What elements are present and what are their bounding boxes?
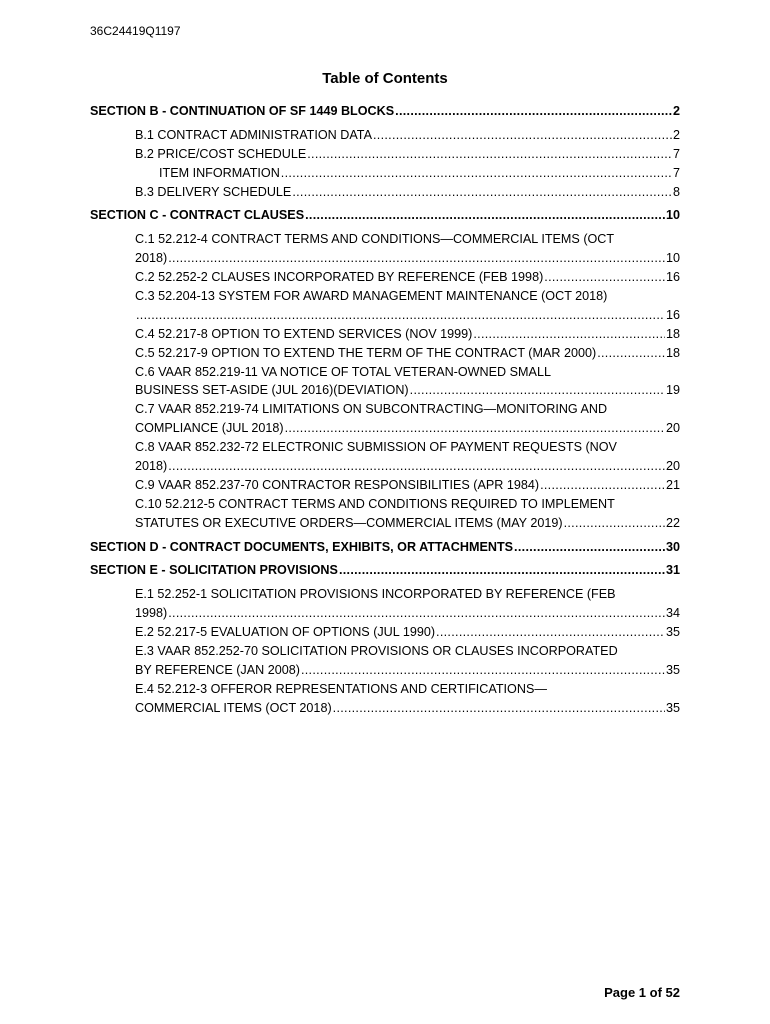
toc-entry-label: 1998): [135, 606, 168, 621]
toc-entry[interactable]: [90, 183, 680, 202]
dot-leader: [395, 102, 672, 121]
toc-entry[interactable]: [90, 514, 680, 533]
dot-leader: [410, 381, 665, 400]
dot-leader: [373, 126, 672, 145]
toc-entry[interactable]: [90, 230, 680, 249]
table-of-contents: [90, 102, 680, 723]
toc-entry[interactable]: [90, 381, 680, 400]
dot-leader: [136, 306, 665, 325]
toc-page-number: 16: [665, 307, 680, 322]
toc-entry[interactable]: [90, 268, 680, 287]
toc-entry-label: STATUTES OR EXECUTIVE ORDERS—COMMERCIAL ITEMS (MAY 2019): [135, 515, 563, 530]
toc-page-number: 21: [665, 477, 680, 492]
toc-page-number: 35: [665, 700, 680, 715]
toc-page-number: 19: [665, 383, 680, 398]
toc-entry[interactable]: [90, 344, 680, 363]
toc-section-entry[interactable]: [90, 561, 680, 580]
toc-entry[interactable]: [90, 164, 680, 183]
toc-entry[interactable]: [90, 249, 680, 268]
toc-entry[interactable]: [90, 476, 680, 495]
toc-page-number: 31: [665, 563, 680, 578]
toc-section-label: SECTION D - CONTRACT DOCUMENTS, EXHIBITS, OR ATTACHMENTS: [90, 539, 514, 554]
toc-page-number: 20: [665, 421, 680, 436]
toc-entry-label: B.2 PRICE/COST SCHEDULE: [135, 146, 307, 161]
toc-page-number: 16: [665, 270, 680, 285]
toc-page-number: 18: [665, 326, 680, 341]
toc-page-number: 7: [672, 146, 680, 161]
toc-page-number: 2: [672, 104, 680, 118]
dot-leader: [333, 699, 665, 718]
toc-section-label: SECTION B - CONTINUATION OF SF 1449 BLOCKS: [90, 104, 395, 118]
dot-leader: [301, 661, 665, 680]
toc-entry[interactable]: [90, 495, 680, 514]
document-id: 36C24419Q1197: [90, 24, 181, 38]
dot-leader: [305, 206, 665, 225]
toc-entry-label: C.6 VAAR 852.219-11 VA NOTICE OF TOTAL VETERAN-OWNED SMALL: [135, 364, 551, 379]
dot-leader: [473, 325, 665, 344]
toc-section-entry[interactable]: [90, 102, 680, 121]
dot-leader: [168, 457, 665, 476]
toc-page-number: 8: [672, 184, 680, 199]
toc-entry-label: C.10 52.212-5 CONTRACT TERMS AND CONDITIONS REQUIRED TO IMPLEMENT: [135, 496, 615, 511]
toc-entry-label: BUSINESS SET-ASIDE (JUL 2016)(DEVIATION): [135, 383, 409, 398]
toc-page-number: 35: [665, 662, 680, 677]
toc-entry[interactable]: [90, 419, 680, 438]
toc-subentries: [90, 585, 680, 717]
dot-leader: [307, 145, 672, 164]
toc-page-number: 10: [665, 251, 680, 266]
toc-entry-label: COMPLIANCE (JUL 2018): [135, 421, 284, 436]
dot-leader: [564, 514, 665, 533]
toc-page-number: 30: [665, 539, 680, 554]
toc-section-entry[interactable]: [90, 538, 680, 557]
toc-entry-label: 2018): [135, 251, 168, 266]
toc-entry[interactable]: [90, 400, 680, 419]
toc-section-entry[interactable]: [90, 206, 680, 225]
dot-leader: [544, 268, 665, 287]
toc-entry-label: BY REFERENCE (JAN 2008): [135, 662, 300, 677]
toc-entry-label: ITEM INFORMATION: [159, 165, 280, 180]
toc-entry[interactable]: [90, 661, 680, 680]
dot-leader: [292, 183, 672, 202]
toc-entry[interactable]: [90, 325, 680, 344]
dot-leader: [540, 476, 665, 495]
page-number: Page 1 of 52: [604, 985, 680, 1000]
dot-leader: [514, 538, 665, 557]
toc-entry-label: C.1 52.212-4 CONTRACT TERMS AND CONDITIONS—COMMERCIAL ITEMS (OCT: [135, 232, 615, 247]
toc-entry[interactable]: [90, 438, 680, 457]
toc-entry-label: B.1 CONTRACT ADMINISTRATION DATA: [135, 127, 372, 142]
toc-entry-label: 2018): [135, 459, 168, 474]
toc-subentries: [90, 230, 680, 532]
toc-entry[interactable]: [90, 585, 680, 604]
toc-entry[interactable]: [90, 363, 680, 382]
toc-entry-label: B.3 DELIVERY SCHEDULE: [135, 184, 292, 199]
toc-title: Table of Contents: [322, 70, 448, 87]
toc-entry[interactable]: [90, 287, 680, 306]
toc-entry[interactable]: [90, 680, 680, 699]
toc-entry-label: E.1 52.252-1 SOLICITATION PROVISIONS INCORPORATED BY REFERENCE (FEB: [135, 587, 616, 602]
toc-entry-label: COMMERCIAL ITEMS (OCT 2018): [135, 700, 332, 715]
dot-leader: [436, 623, 665, 642]
toc-entry[interactable]: [90, 642, 680, 661]
toc-entry-label: E.3 VAAR 852.252-70 SOLICITATION PROVISIONS OR CLAUSES INCORPORATED: [135, 644, 618, 659]
toc-entry[interactable]: [90, 623, 680, 642]
dot-leader: [339, 561, 665, 580]
toc-page-number: 20: [665, 459, 680, 474]
dot-leader: [281, 164, 672, 183]
toc-page-number: 10: [665, 208, 680, 223]
toc-entry[interactable]: [90, 306, 680, 325]
toc-entry[interactable]: [90, 699, 680, 718]
toc-entry-label: E.2 52.217-5 EVALUATION OF OPTIONS (JUL 1990): [135, 625, 436, 640]
dot-leader: [168, 604, 665, 623]
toc-entry-label: C.8 VAAR 852.232-72 ELECTRONIC SUBMISSION OF PAYMENT REQUESTS (NOV: [135, 440, 617, 455]
dot-leader: [285, 419, 665, 438]
toc-entry-label: C.3 52.204-13 SYSTEM FOR AWARD MANAGEMENT MAINTENANCE (OCT 2018): [135, 289, 608, 304]
toc-subentries: [90, 126, 680, 202]
toc-entry-label: C.9 VAAR 852.237-70 CONTRACTOR RESPONSIBILITIES (APR 1984): [135, 477, 540, 492]
toc-entry-label: C.2 52.252-2 CLAUSES INCORPORATED BY REFERENCE (FEB 1998): [135, 270, 544, 285]
toc-page-number: 34: [665, 606, 680, 621]
toc-entry-label: C.4 52.217-8 OPTION TO EXTEND SERVICES (NOV 1999): [135, 326, 473, 341]
dot-leader: [597, 344, 665, 363]
toc-entry-label: E.4 52.212-3 OFFEROR REPRESENTATIONS AND CERTIFICATIONS—: [135, 681, 547, 696]
toc-entry[interactable]: [90, 604, 680, 623]
toc-page-number: 18: [665, 345, 680, 360]
dot-leader: [168, 249, 665, 268]
toc-entry[interactable]: [90, 457, 680, 476]
toc-page-number: 7: [672, 165, 680, 180]
toc-entry[interactable]: [90, 126, 680, 145]
toc-entry-label: C.5 52.217-9 OPTION TO EXTEND THE TERM OF THE CONTRACT (MAR 2000): [135, 345, 597, 360]
toc-section-label: SECTION E - SOLICITATION PROVISIONS: [90, 563, 338, 578]
toc-page-number: 22: [665, 515, 680, 530]
toc-section-label: SECTION C - CONTRACT CLAUSES: [90, 208, 305, 223]
toc-entry-label: C.7 VAAR 852.219-74 LIMITATIONS ON SUBCONTRACTING—MONITORING AND: [135, 402, 608, 417]
toc-page-number: 35: [665, 625, 680, 640]
toc-entry[interactable]: [90, 145, 680, 164]
toc-page-number: 2: [672, 127, 680, 142]
